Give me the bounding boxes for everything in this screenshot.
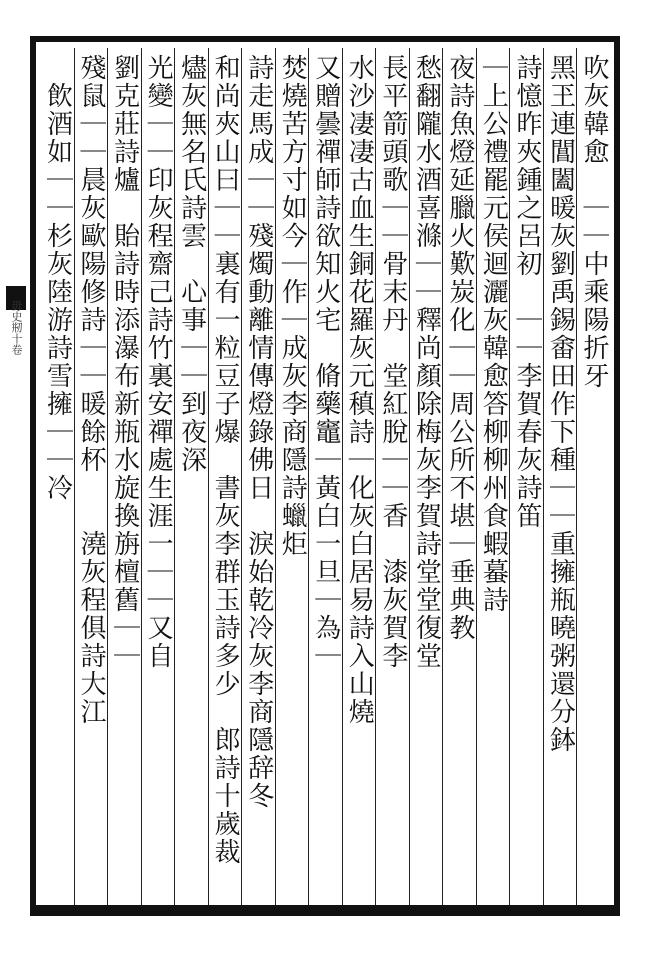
text-column-17: 飲酒如｜｜杉灰陸游詩雪擁｜｜冷 — [42, 54, 73, 502]
text-column-5: 夜詩魚燈延臘火歎炭化｜｜周公所不堪｜垂典教 — [444, 54, 475, 642]
text-column-4: ｜上公禮罷元侯迴灑灰韓愈答柳柳州食蝦蟇詩 — [478, 54, 509, 614]
text-column-10: 焚燒苦方寸如今｜作｜成灰李商隱詩蠟炬 — [277, 54, 308, 558]
bottom-border — [36, 905, 614, 913]
text-column-9: 又贈曇禪師詩欲知火宅 脩藥竈｜黃白一旦｜為｜ — [310, 54, 341, 670]
text-column-16: 殘鼠｜｜晨灰歐陽修詩｜｜暖餘杯 澆灰程俱詩大江 — [76, 54, 107, 726]
text-column-8: 水沙凄凄古血生銅花羅灰元稹詩｜化灰白居易詩入山燒 — [344, 54, 375, 726]
text-column-2: 黑玊連閶闔暖灰劉禹錫畬田作下種｜｜重擁瓶曉粥還分鉢 — [545, 54, 576, 754]
text-column-7: 長平箭頭歌｜｜骨末丹 堂紅脫｜｜香 漆灰賀李 — [377, 54, 408, 670]
text-column-1: 吹灰韓愈 ｜｜中乘陽折牙 — [579, 54, 609, 390]
text-column-6: 愁翻隴水酒喜滌｜｜釋尚顏除梅灰李賀詩堂堂復堂 — [411, 54, 442, 670]
text-column-3: 詩憶昨夾鍾之呂初 ｜｜李賀春灰詩笛 — [511, 54, 542, 530]
text-column-15: 劉克莊詩爐 貽詩時添瀑布新瓶水旋換旃檀舊｜｜ — [109, 54, 140, 670]
margin-mark: 毋史剏十卷 — [10, 300, 23, 355]
text-column-11: 詩走馬成｜｜殘燭動離情傳燈錄佛日 淚始乾冷灰李商隱辞冬 — [243, 54, 274, 810]
text-column-12: 和尚夾山曰｜｜裏有一粒豆子爆 書灰李群玉詩多少 郎詩十歲裁 — [210, 54, 241, 866]
text-column-14: 光變｜｜印灰程齋己詩竹裏安禪處生涯一｜｜又自 — [143, 54, 174, 670]
text-column-13: 燼灰無名氏詩雲 心事｜｜到夜深 — [176, 54, 207, 474]
